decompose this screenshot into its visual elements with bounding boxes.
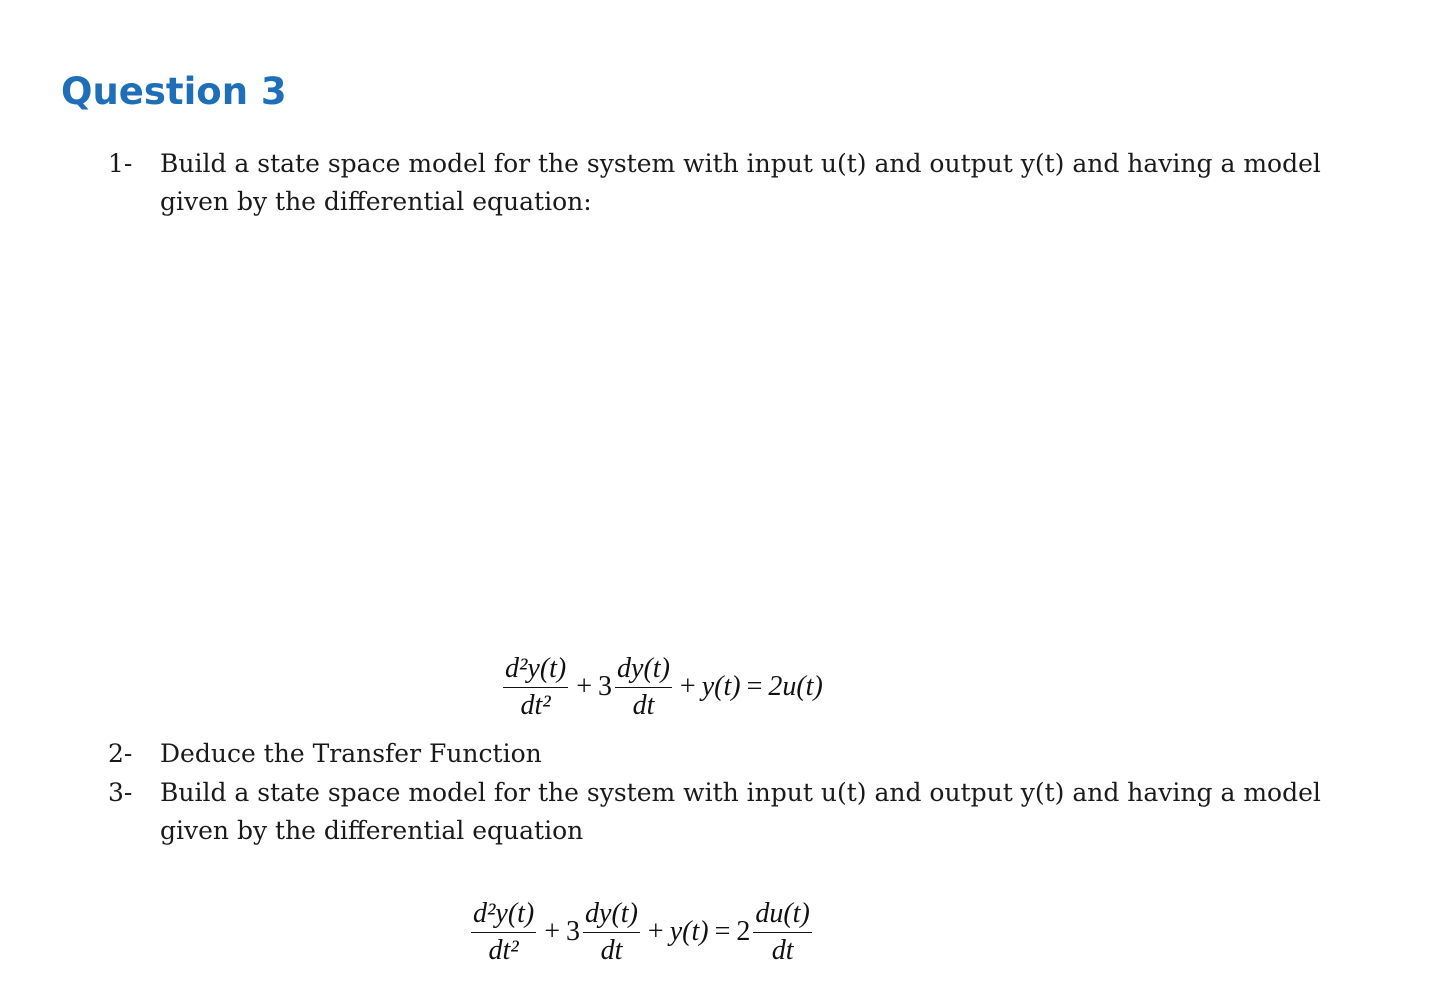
fraction-denominator: dt (753, 932, 811, 967)
item-number: 3- (108, 778, 133, 807)
coefficient: 2 (736, 916, 751, 947)
equals-operator: = (714, 916, 731, 947)
coefficient: 3 (566, 916, 581, 947)
item-text: Build a state space model for the system with input u(t) and output y(t) and having a model given by the differential equation (160, 778, 1321, 845)
fraction-numerator: d²y(t) (505, 653, 567, 684)
fraction-denominator: dt (615, 687, 672, 722)
plus-operator: + (679, 671, 696, 702)
item-number: 2- (108, 739, 133, 768)
differential-equation-1 (501, 652, 823, 722)
fraction-denominator: dt (583, 932, 640, 967)
question-heading: Question 3 (61, 70, 287, 113)
plus-operator: + (544, 916, 561, 947)
fraction-numerator: dy(t) (617, 653, 670, 684)
question-item-3 (108, 774, 1358, 850)
fraction-denominator: dt² (471, 932, 536, 967)
item-text: Deduce the Transfer Function (160, 739, 542, 768)
right-hand-side: 2u(t) (768, 671, 823, 702)
item-number: 1- (108, 149, 133, 178)
question-item-2 (108, 735, 1358, 773)
plus-operator: + (576, 671, 593, 702)
item-text: Build a state space model for the system with input u(t) and output y(t) and having a model given by the differential equation: (160, 149, 1321, 216)
output-term: y(t) (669, 916, 709, 947)
fraction-second-derivative (471, 897, 536, 967)
question-item-1 (108, 145, 1358, 221)
plus-operator: + (647, 916, 664, 947)
fraction-input-derivative (753, 897, 811, 967)
fraction-numerator: d²y(t) (473, 898, 535, 929)
fraction-first-derivative (583, 897, 640, 967)
fraction-denominator: dt² (503, 687, 568, 722)
fraction-numerator: du(t) (755, 898, 810, 929)
differential-equation-2 (469, 897, 814, 967)
fraction-second-derivative (503, 652, 568, 722)
output-term: y(t) (701, 671, 741, 702)
fraction-first-derivative (615, 652, 672, 722)
equals-operator: = (746, 671, 763, 702)
coefficient: 3 (598, 671, 613, 702)
fraction-numerator: dy(t) (585, 898, 638, 929)
